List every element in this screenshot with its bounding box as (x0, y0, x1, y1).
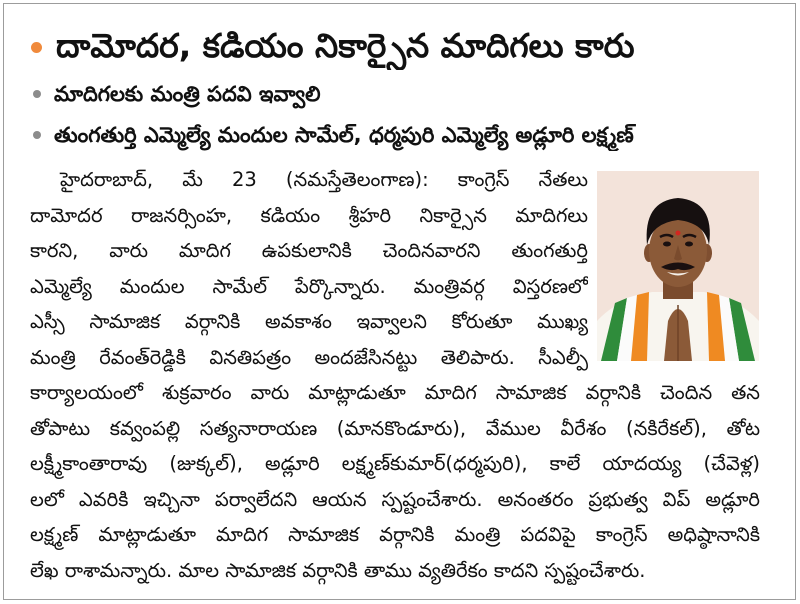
body-line: లక్ష్మీకాంతారావు (జుక్కల్), అడ్లూరి లక్ష్మణ్‌కుమార్(ధర్మపురి), కాలే యాదయ్య (చేవెళ్ల) (30, 452, 760, 475)
subhead-bullet-icon (33, 90, 41, 98)
body-line: ఎమ్మెల్యే మందుల సామేల్ పేర్కొన్నారు. మంత్రివర్గ విస్తరణలో (30, 274, 588, 298)
subhead-2: తుంగతుర్తి ఎమ్మెల్యే మందుల సామేల్, ధర్మపురి ఎమ్మెల్యే అడ్లూరి లక్ష్మణ్ (54, 123, 634, 147)
body-line: తోపాటు కవ్వంపల్లి సత్యనారాయణ (మానకొండూరు), వేముల వీరేశం (నకిరేకల్), తోట (30, 416, 760, 440)
body-line: ఎస్సీ సామాజిక వర్గానికి అవకాశం ఇవ్వాలని కోరుతూ ముఖ్య (30, 310, 588, 333)
eye-left (663, 242, 671, 247)
eye-right (685, 242, 693, 247)
headline: దామోదర, కడియం నికార్సైన మాదిగలు కారు (56, 26, 635, 65)
headline-bullet-icon (31, 42, 42, 53)
subhead-1: మాదిగలకు మంత్రి పదవి ఇవ్వాలి (54, 82, 321, 106)
tilak (676, 231, 681, 236)
body-line: లేఖ రాశామన్నారు. మాల సామాజిక వర్గానికి తాము వ్యతిరేకం కాదని స్పష్టంచేశారు. (30, 558, 646, 582)
body-line: లక్ష్మణ్ మాట్లాడుతూ మాదిగ సామాజిక వర్గానికి మంత్రి పదవిపై కాంగ్రెస్ అధిష్ఠానానికి (30, 523, 760, 546)
newspaper-clipping (3, 3, 796, 600)
portrait-photo (597, 171, 759, 361)
body-line: లలో ఎవరికి ఇచ్చినా పర్వాలేదని ఆయన స్పష్టంచేశారు. అనంతరం ప్రభుత్వ విప్ అడ్లూరి (30, 487, 760, 511)
body-line: దామోదర రాజనర్సింహ, కడియం శ్రీహరి నికార్సైన మాదిగలు (30, 203, 588, 227)
subhead-bullet-icon (33, 131, 41, 139)
body-line: మంత్రి రేవంత్‌రెడ్డికి వినతిపత్రం అందజేసినట్టు తెలిపారు. సీఎల్పీ (30, 345, 588, 369)
body-line: కారని, వారు మాదిగ ఉపకులానికి చెందినవారని తుంగతుర్తి (30, 239, 588, 262)
body-line: కార్యాలయంలో శుక్రవారం వారు మాట్లాడుతూ మాదిగ సామాజిక వర్గానికి చెందిన తన (30, 381, 760, 404)
portrait-photo-graphic (597, 171, 759, 361)
body-line: హైదరాబాద్, మే 23 (నమస్తేతెలంగాణ): కాంగ్రెస్ నేతలు (60, 168, 588, 191)
